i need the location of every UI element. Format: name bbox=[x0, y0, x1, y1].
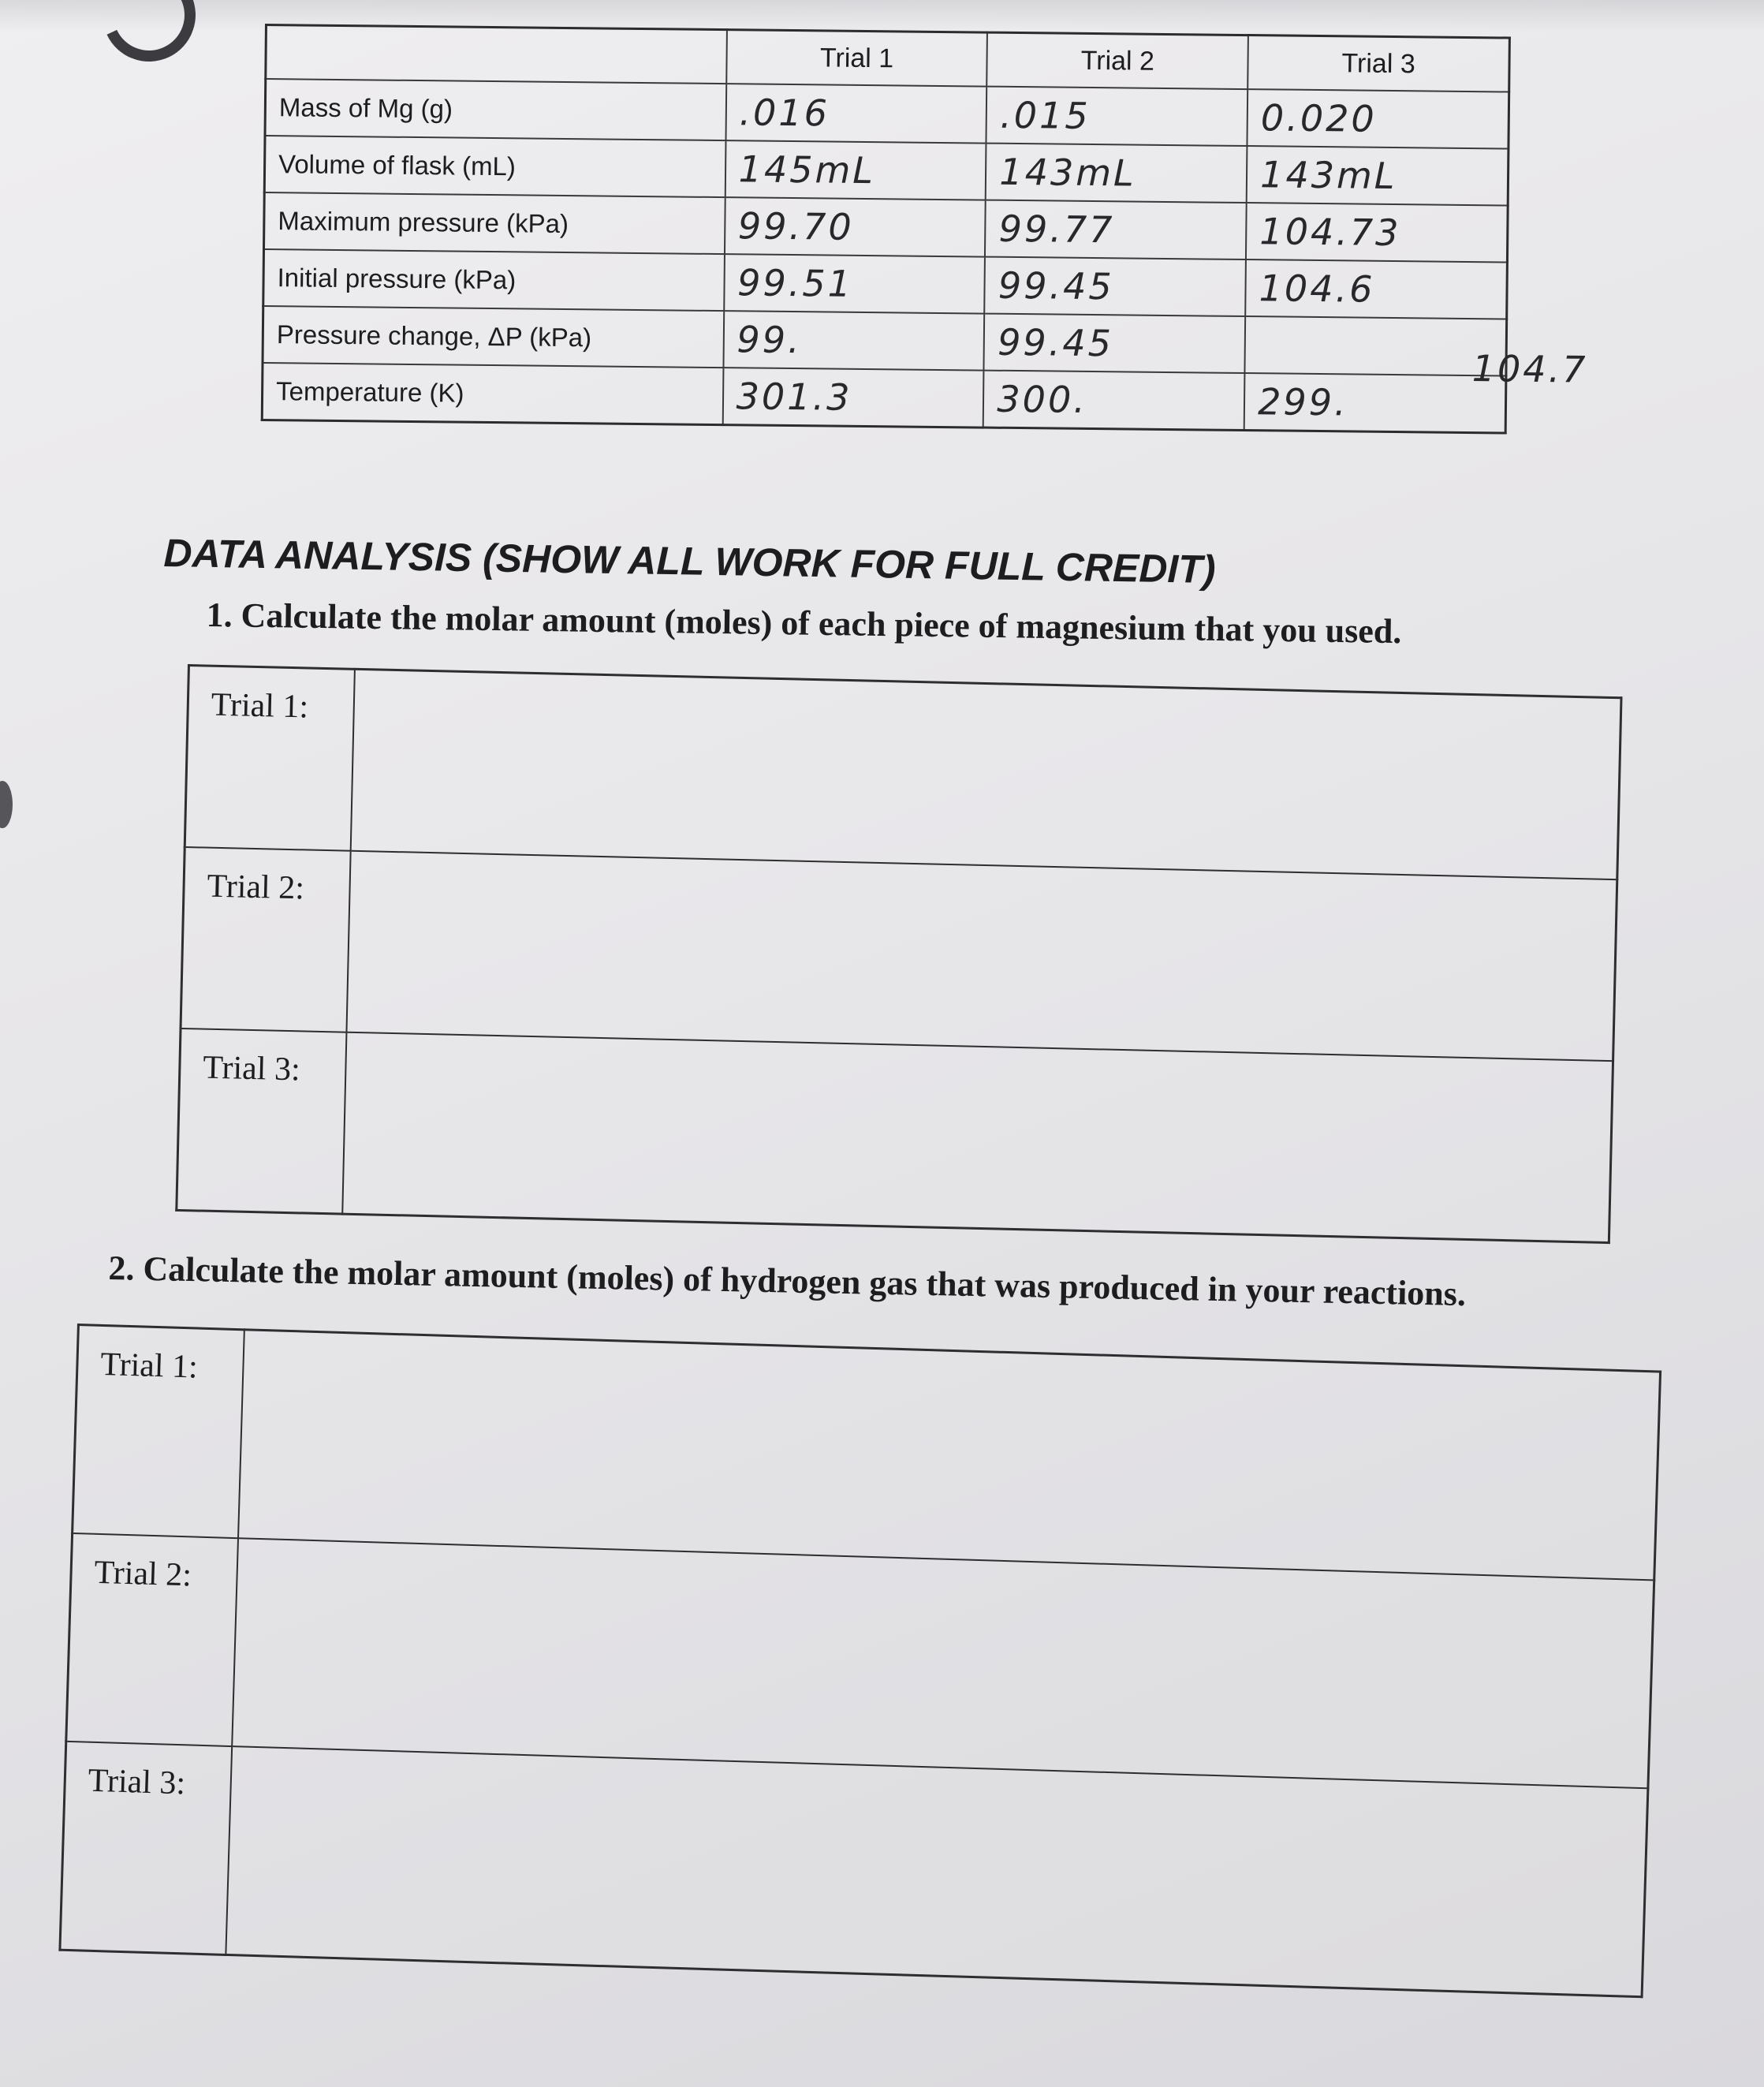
page-edge bbox=[0, 781, 13, 828]
row-label: Pressure change, ΔP (kPa) bbox=[263, 306, 724, 368]
handwritten-value[interactable]: 299. bbox=[1244, 373, 1506, 433]
work-row-trial-1 bbox=[185, 666, 1621, 880]
handwritten-value[interactable]: 99.77 bbox=[985, 200, 1247, 259]
row-label: Mass of Mg (g) bbox=[265, 79, 726, 140]
trial-label: Trial 3: bbox=[177, 1029, 347, 1214]
answer-box[interactable] bbox=[342, 1032, 1613, 1243]
handwritten-value[interactable]: 99.51 bbox=[724, 254, 986, 313]
handwritten-value[interactable]: 145mL bbox=[725, 140, 986, 200]
handwritten-value[interactable]: 99. bbox=[723, 311, 985, 370]
header-blank-cell bbox=[266, 25, 727, 84]
row-label: Temperature (K) bbox=[262, 363, 723, 425]
trial-label: Trial 3: bbox=[60, 1742, 232, 1955]
trial-label: Trial 1: bbox=[185, 666, 355, 851]
handwritten-value[interactable]: 0.020 bbox=[1247, 89, 1509, 148]
answer-box[interactable] bbox=[346, 851, 1617, 1061]
row-label: Maximum pressure (kPa) bbox=[264, 192, 725, 254]
data-table bbox=[261, 24, 1588, 435]
binder-clip bbox=[89, 0, 208, 75]
work-row-trial-2 bbox=[181, 847, 1617, 1061]
answer-box[interactable] bbox=[232, 1538, 1654, 1788]
handwritten-value[interactable]: 99.70 bbox=[725, 197, 986, 256]
answer-box[interactable] bbox=[238, 1330, 1661, 1581]
header-trial-1: Trial 1 bbox=[726, 30, 987, 87]
question-2-work-table bbox=[58, 1324, 1661, 1998]
answer-box[interactable] bbox=[351, 669, 1621, 879]
row-label: Volume of flask (mL) bbox=[264, 136, 725, 197]
handwritten-value[interactable]: 104.6 bbox=[1245, 259, 1507, 319]
handwritten-overflow-value: 104.7 bbox=[1471, 347, 1588, 391]
trial-label: Trial 1: bbox=[73, 1325, 244, 1539]
answer-box[interactable] bbox=[226, 1746, 1648, 1997]
question-1-work-table bbox=[175, 664, 1622, 1244]
work-row-trial-3 bbox=[177, 1029, 1613, 1243]
handwritten-value[interactable]: 143mL bbox=[986, 144, 1247, 203]
handwritten-value[interactable]: 143mL bbox=[1247, 146, 1509, 205]
handwritten-value[interactable]: 99.45 bbox=[985, 257, 1247, 316]
question-1: 1. Calculate the molar amount (moles) of each piece of magnesium that you used. bbox=[206, 595, 1402, 651]
handwritten-value[interactable]: 99.45 bbox=[984, 314, 1246, 373]
section-heading: DATA ANALYSIS (SHOW ALL WORK FOR FULL CREDIT) bbox=[163, 530, 1216, 592]
handwritten-value[interactable]: 300. bbox=[983, 371, 1245, 431]
question-2: 2. Calculate the molar amount (moles) of hydrogen gas that was produced in your reactions. bbox=[108, 1248, 1467, 1314]
handwritten-value[interactable]: .016 bbox=[725, 84, 987, 143]
row-label: Initial pressure (kPa) bbox=[263, 249, 725, 311]
header-trial-3: Trial 3 bbox=[1247, 35, 1509, 92]
handwritten-value[interactable]: .015 bbox=[986, 87, 1248, 146]
handwritten-value[interactable]: 104.73 bbox=[1246, 203, 1508, 262]
trial-label: Trial 2: bbox=[181, 847, 351, 1032]
handwritten-value-cell[interactable] bbox=[1245, 316, 1588, 391]
header-trial-2: Trial 2 bbox=[987, 32, 1248, 89]
handwritten-value[interactable]: 301.3 bbox=[722, 368, 984, 427]
trial-label: Trial 2: bbox=[66, 1533, 238, 1746]
